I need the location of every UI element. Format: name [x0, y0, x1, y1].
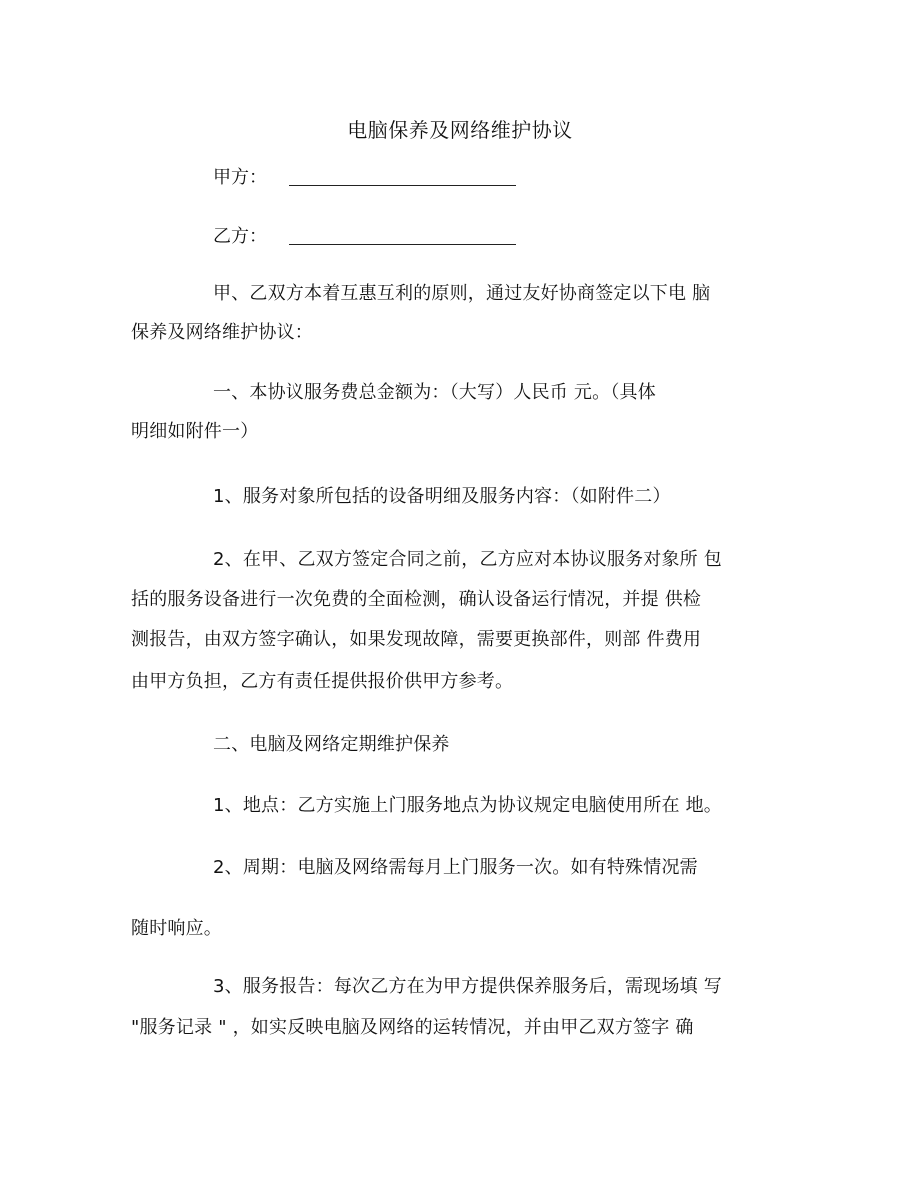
paragraph-line: 由甲方负担，乙方有责任提供报价供甲方参考。	[131, 671, 514, 692]
document-title: 电脑保养及网络维护协议	[347, 118, 573, 142]
party-b-label: 乙方：	[213, 226, 267, 247]
party-a-label: 甲方：	[213, 167, 267, 188]
paragraph-line: 一、本协议服务费总金额为：（大写）人民币 元。（具体	[213, 382, 656, 403]
paragraph-line: 明细如附件一）	[131, 421, 259, 442]
party-b-blank	[289, 244, 516, 245]
paragraph-line: "服务记录 " ，如实反映电脑及网络的运转情况，并由甲乙双方签字 确	[131, 1017, 694, 1038]
paragraph-line: 测报告，由双方签字确认，如果发现故障，需要更换部件，则部 件费用	[131, 629, 702, 650]
paragraph-line: 1、地点：乙方实施上门服务地点为协议规定电脑使用所在 地。	[213, 795, 722, 816]
paragraph-line: 2、在甲、乙双方签定合同之前，乙方应对本协议服务对象所 包	[213, 549, 722, 570]
party-a-blank	[289, 185, 516, 186]
paragraph-line: 随时响应。	[131, 918, 222, 939]
paragraph-line: 2、周期：电脑及网络需每月上门服务一次。如有特殊情况需	[213, 857, 698, 878]
paragraph-line: 1、服务对象所包括的设备明细及服务内容：（如附件二）	[213, 486, 671, 507]
section-heading: 二、电脑及网络定期维护保养	[213, 734, 450, 755]
paragraph-line: 保养及网络维护协议：	[131, 322, 313, 343]
paragraph-line: 括的服务设备进行一次免费的全面检测，确认设备运行情况，并提 供检	[131, 589, 702, 610]
paragraph-line: 3、服务报告：每次乙方在为甲方提供保养服务后，需现场填 写	[213, 976, 722, 997]
paragraph-line: 甲、乙双方本着互惠互利的原则，通过友好协商签定以下电 脑	[213, 283, 711, 304]
